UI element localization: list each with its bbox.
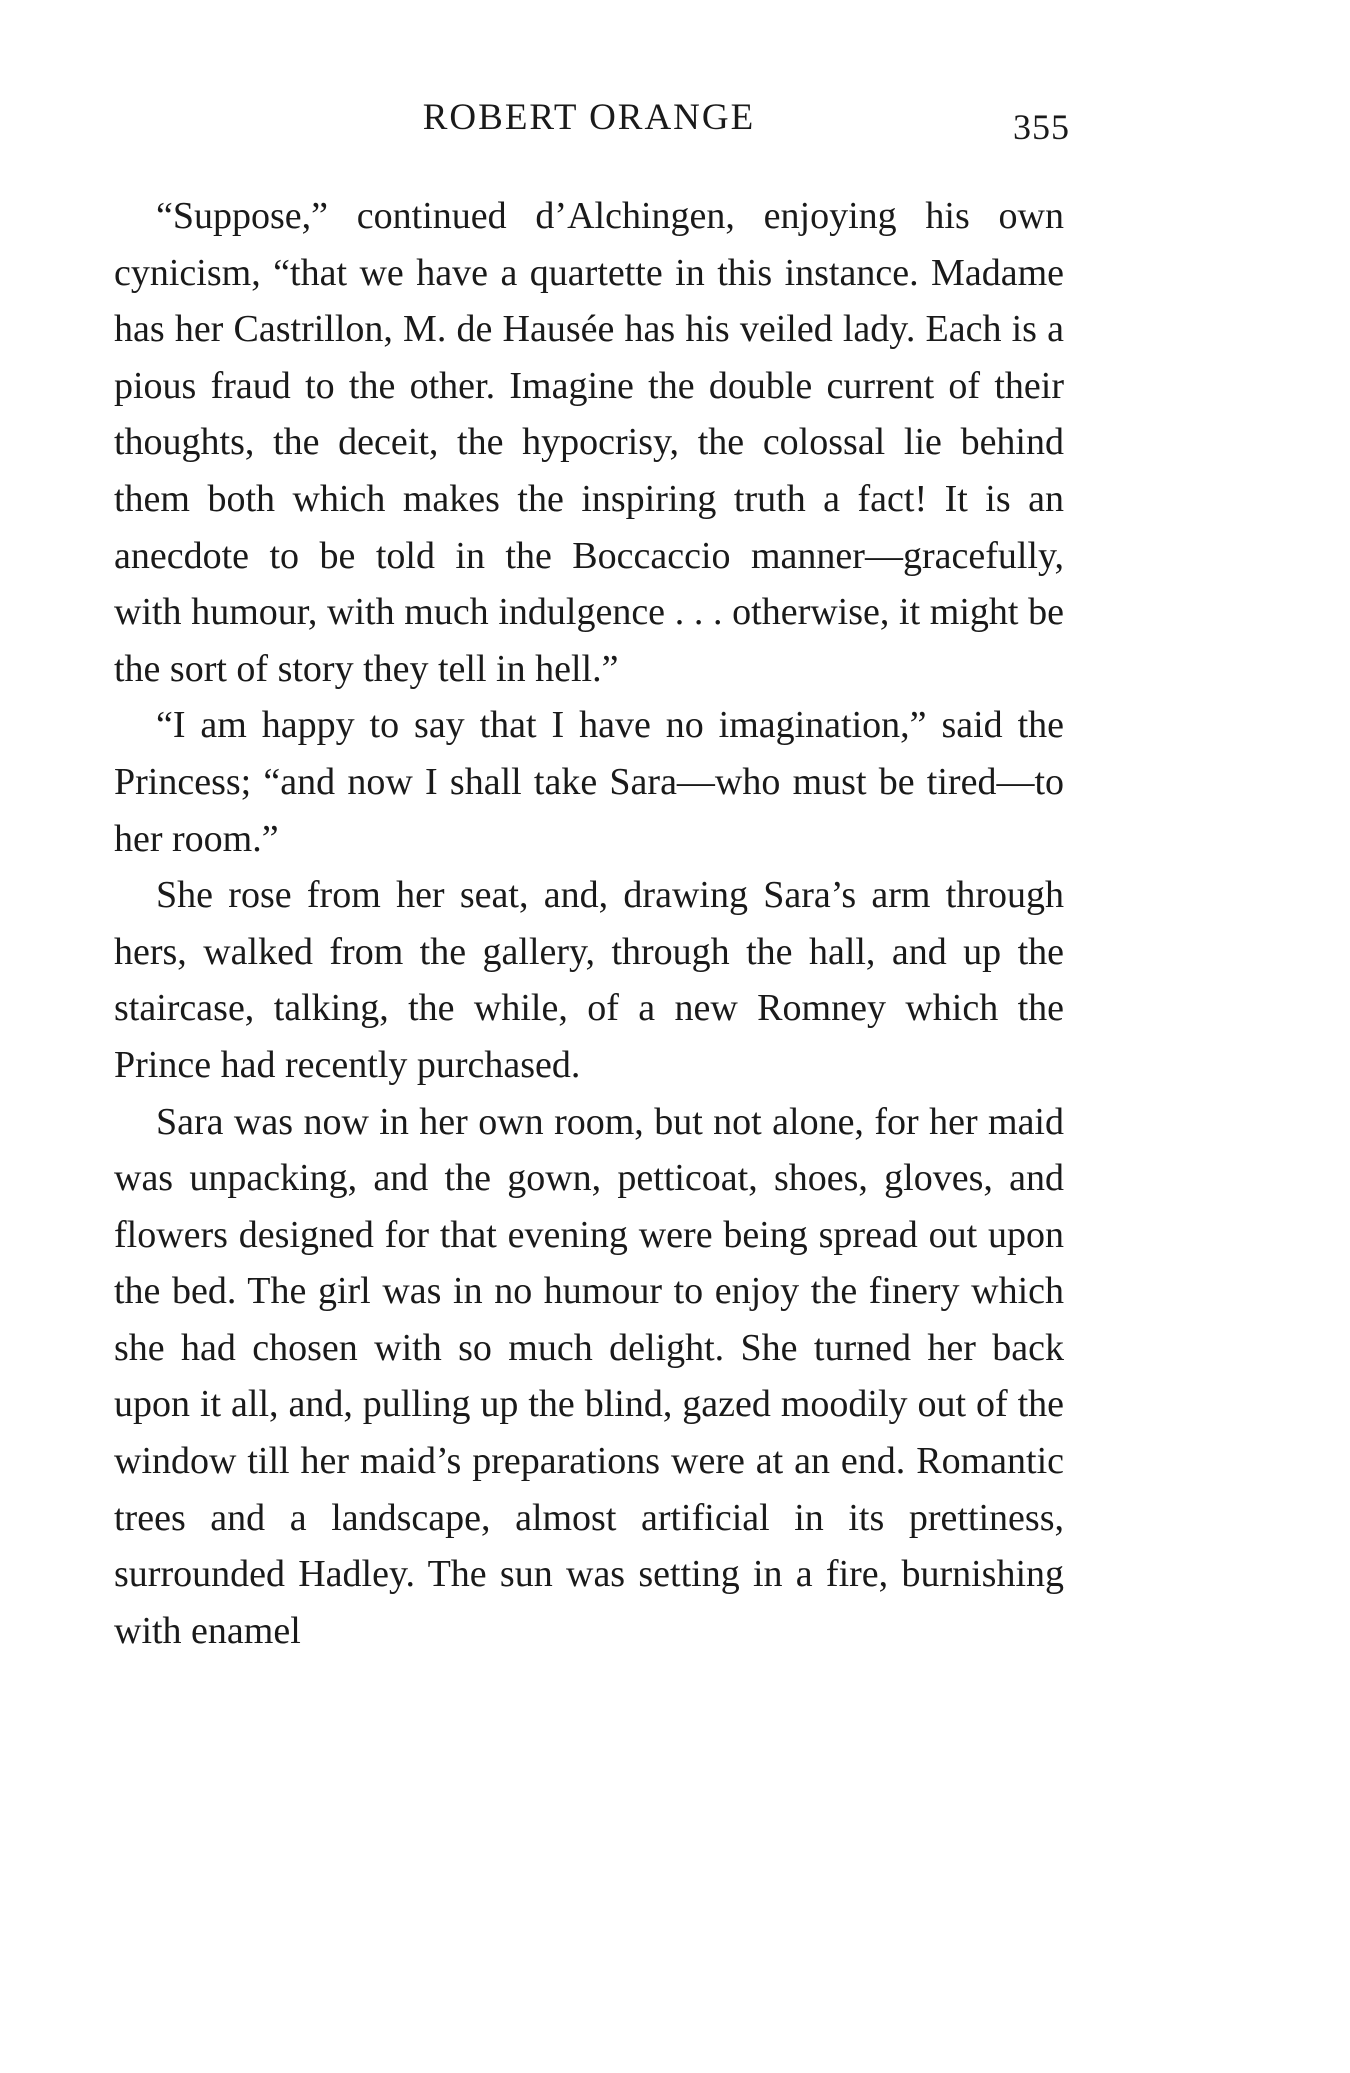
text-body (114, 188, 1064, 1659)
paragraph-dialogue-dalchingen: “Suppose,” continued d’Alchingen, enjoying his own cynicism, “that we have a quartette in this instance. Madame has her Castrillon, M. de Hausée has his veiled lady. Each is a pious fraud to the other. Imagine the double current of their thoughts, the deceit, the hypocrisy, the colossal lie behind them both which makes the inspiring truth a fact! It is an anecdote to be told in the Boccaccio manner—gracefully, with humour, with much indulgence . . . otherwise, it might be the sort of story they tell in hell.” (114, 195, 1064, 690)
running-title: ROBERT ORANGE (422, 97, 756, 138)
paragraph-sara-room: Sara was now in her own room, but not alone, for her maid was unpacking, and the gown, petticoat, shoes, gloves, and flowers designed for that evening were being spread out upon the bed. The girl was in no humour to enjoy the finery which she had chosen with so much delight. She turned her back upon it all, and, pulling up the blind, gazed moodily out of the window till her maid’s preparations were at an end. Romantic trees and a landscape, almost artificial in its prettiness, surrounded Hadley. The sun was setting in a fire, burnishing with enamel (114, 1100, 1064, 1652)
book-page (114, 96, 1070, 1956)
running-head (114, 96, 1070, 152)
paragraph-dialogue-princess: “I am happy to say that I have no imagination,” said the Princess; “and now I shall take Sara—who must be tired—to her room.” (114, 704, 1064, 860)
page-number: 355 (1013, 107, 1070, 147)
paragraph-staircase: She rose from her seat, and, drawing Sara’s arm through hers, walked from the gallery, through the hall, and up the staircase, talking, the while, of a new Romney which the Prince had recently purchased. (114, 874, 1064, 1086)
